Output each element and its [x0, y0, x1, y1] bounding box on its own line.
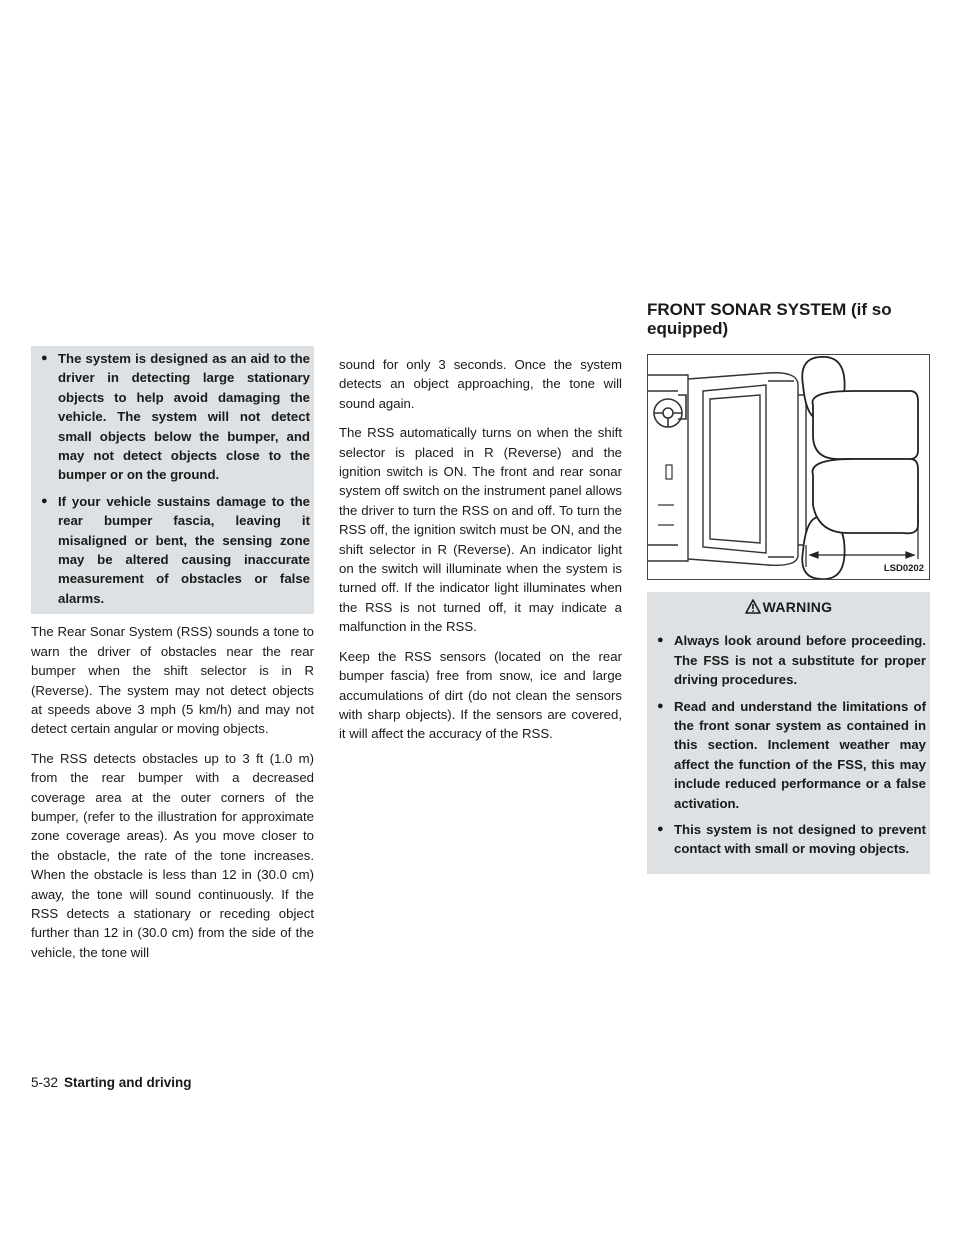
warning-list — [651, 631, 926, 858]
body-paragraph: The Rear Sonar System (RSS) sounds a tone to warn the driver of obstacles near the rear bumper when the shift selector is in R (Reverse). The system may not detect objects at speeds above 3 mph (5 km/h) and may not detect certain angular or moving objects. — [31, 624, 314, 737]
section-heading: FRONT SONAR SYSTEM (if so equipped) — [647, 300, 892, 338]
body-paragraph: The RSS detects obstacles up to 3 ft (1.0 m) from the rear bumper with a decreased coverage area at the outer corners of the bumper, (refer to the illustration for approximate zone coverage areas). As you move closer to the obstacle, the rate of the tone increases. When the obstacle is less than 12 in (30.0 cm) away, the tone will sound continuously. If the RSS detects a stationary or receding object further than 12 in (30.0 cm) from the side of the vehicle, the tone will — [31, 750, 314, 960]
page-number: 5-32 — [31, 1075, 59, 1090]
body-paragraph: The RSS automatically turns on when the shift selector is placed in R (Reverse) and the ignition switch is ON. The front and rear sonar system off switch on the instrument panel allows the driver to turn the RSS on and off. To turn the RSS off, the ignition switch must be ON, and the shift selector in R (Reverse). An indicator light on the switch will illuminate when the system is turned off. If the indicator light illuminates when the RSS is not turned off, it may indicate a malfunction in the RSS. — [339, 425, 622, 635]
page-footer — [31, 1075, 192, 1090]
sonar-zone-illustration — [647, 354, 930, 580]
caution-item: ● The system is designed as an aid to the driver in detecting large stationary objects to help avoid damaging the vehicle. The system will not detect small objects below the bumper, and may not detect objects close to the bumper or on the ground. — [35, 349, 310, 485]
caution-list — [35, 349, 310, 608]
warning-item: ● This system is not designed to prevent contact with small or moving objects. — [651, 820, 926, 859]
caution-box — [31, 346, 314, 614]
warning-title — [651, 598, 926, 619]
figure-code: LSD0202 — [882, 559, 926, 578]
warning-triangle-icon — [745, 599, 761, 619]
section-name: Starting and driving — [64, 1075, 192, 1090]
warning-box — [647, 592, 930, 874]
column-middle — [339, 355, 622, 754]
column-right — [647, 300, 930, 874]
vehicle-front-sonar-diagram — [648, 355, 930, 580]
warning-item: ● Read and understand the limitations of the front sonar system as contained in this section. Inclement weather may affect the function of the FSS, this may include reduced performance or a false activation. — [651, 697, 926, 813]
warning-item: ● Always look around before proceeding. The FSS is not a substitute for proper driving procedures. — [651, 631, 926, 689]
caution-item: ● If your vehicle sustains damage to the rear bumper fascia, leaving it misaligned or bent, the sensing zone may be altered causing inaccurate measurement of obstacles or false alarms. — [35, 492, 310, 608]
warning-title-text: WARNING — [762, 599, 833, 615]
body-paragraph: Keep the RSS sensors (located on the rear bumper fascia) free from snow, ice and large accumulations of dirt (do not clean the sensors with sharp objects). If the sensors are covered, it will affect the accuracy of the RSS. — [339, 648, 622, 742]
column-left — [31, 346, 314, 972]
body-paragraph: sound for only 3 seconds. Once the system detects an object approaching, the tone will sound again. — [339, 357, 622, 411]
